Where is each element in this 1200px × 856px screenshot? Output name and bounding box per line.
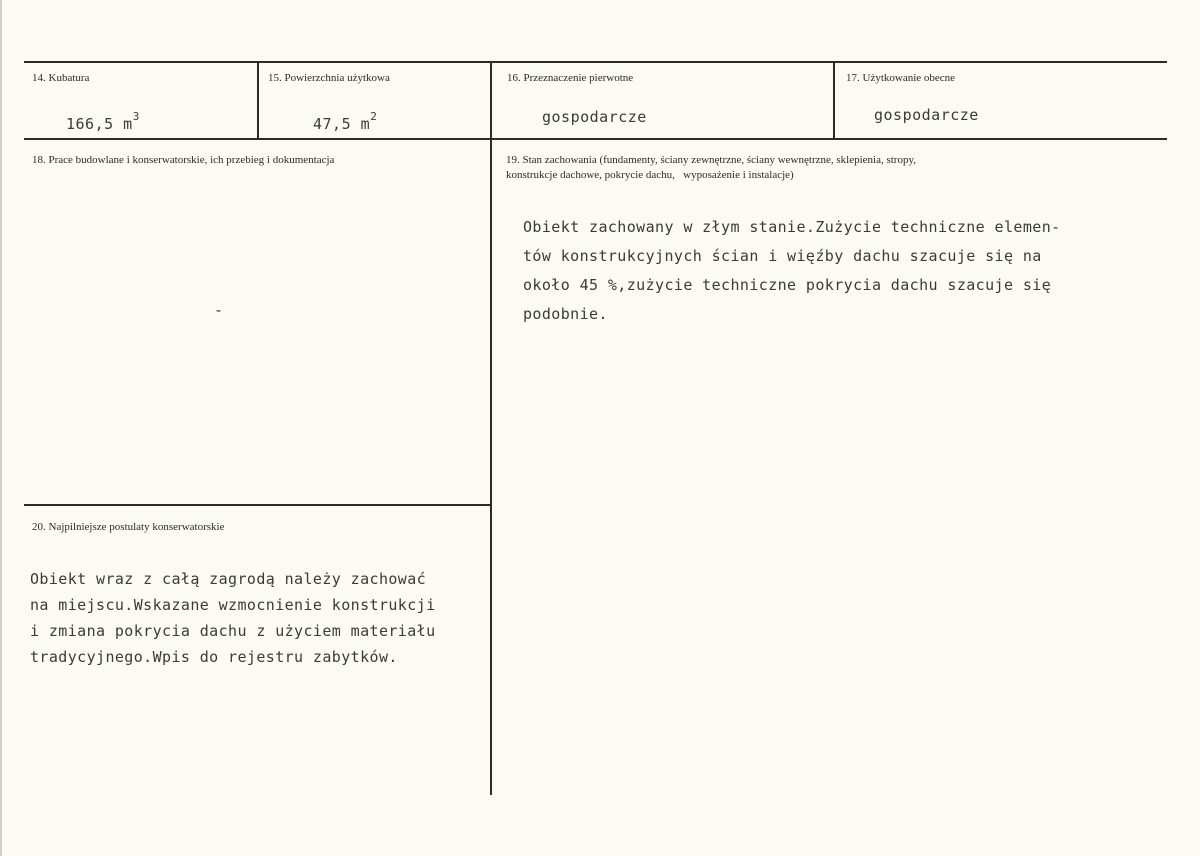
field-14-value	[66, 110, 140, 133]
top-rule	[24, 61, 1167, 63]
field-16-value: gospodarcze	[542, 108, 647, 126]
field-19-line: tów konstrukcyjnych ścian i więźby dachu szacuje się na	[523, 247, 1042, 265]
field-20-label: 20. Najpilniejsze postulaty konserwatorskie	[32, 521, 225, 533]
field-20-line: Obiekt wraz z całą zagrodą należy zachować	[30, 570, 427, 588]
field-19-line: Obiekt zachowany w złym stanie.Zużycie techniczne elemen-	[523, 218, 1061, 236]
divider-main	[490, 61, 492, 795]
field-19-label-line2: konstrukcje dachowe, pokrycie dachu, wyposażenie i instalacje)	[506, 169, 794, 181]
field-20-line: tradycyjnego.Wpis do rejestru zabytków.	[30, 648, 398, 666]
divider-14-15	[257, 61, 259, 140]
field-20-text	[30, 566, 436, 670]
field-20-line: na miejscu.Wskazane wzmocnienie konstrukcji	[30, 596, 436, 614]
field-18-value: -	[214, 301, 224, 319]
field-15-exponent: 2	[370, 110, 378, 123]
field-17-label: 17. Użytkowanie obecne	[846, 72, 956, 84]
field-19-text	[523, 213, 1061, 329]
field-19-label-line1: 19. Stan zachowania (fundamenty, ściany zewnętrzne, ściany wewnętrzne, sklepienia, stropy,	[506, 154, 917, 166]
field-20-line: i zmiana pokrycia dachu z użyciem materiału	[30, 622, 436, 640]
field-14-exponent: 3	[132, 110, 140, 123]
field-19-line: około 45 %,zużycie techniczne pokrycia dachu szacuje się	[523, 276, 1052, 294]
field-18-label: 18. Prace budowlane i konserwatorskie, ich przebieg i dokumentacja	[32, 154, 335, 166]
divider-16-17	[833, 61, 835, 140]
field-15-number: 47,5 m	[313, 115, 371, 133]
field-14-label: 14. Kubatura	[32, 72, 90, 84]
field-15-value	[313, 110, 377, 133]
field-17-value: gospodarcze	[874, 106, 979, 124]
header-row-rule	[24, 138, 1167, 140]
field-16-label: 16. Przeznaczenie pierwotne	[507, 72, 634, 84]
field-19-line: podobnie.	[523, 305, 608, 323]
field-14-number: 166,5 m	[66, 115, 133, 133]
section18-bottom-rule	[24, 504, 490, 506]
field-15-label: 15. Powierzchnia użytkowa	[268, 72, 390, 84]
